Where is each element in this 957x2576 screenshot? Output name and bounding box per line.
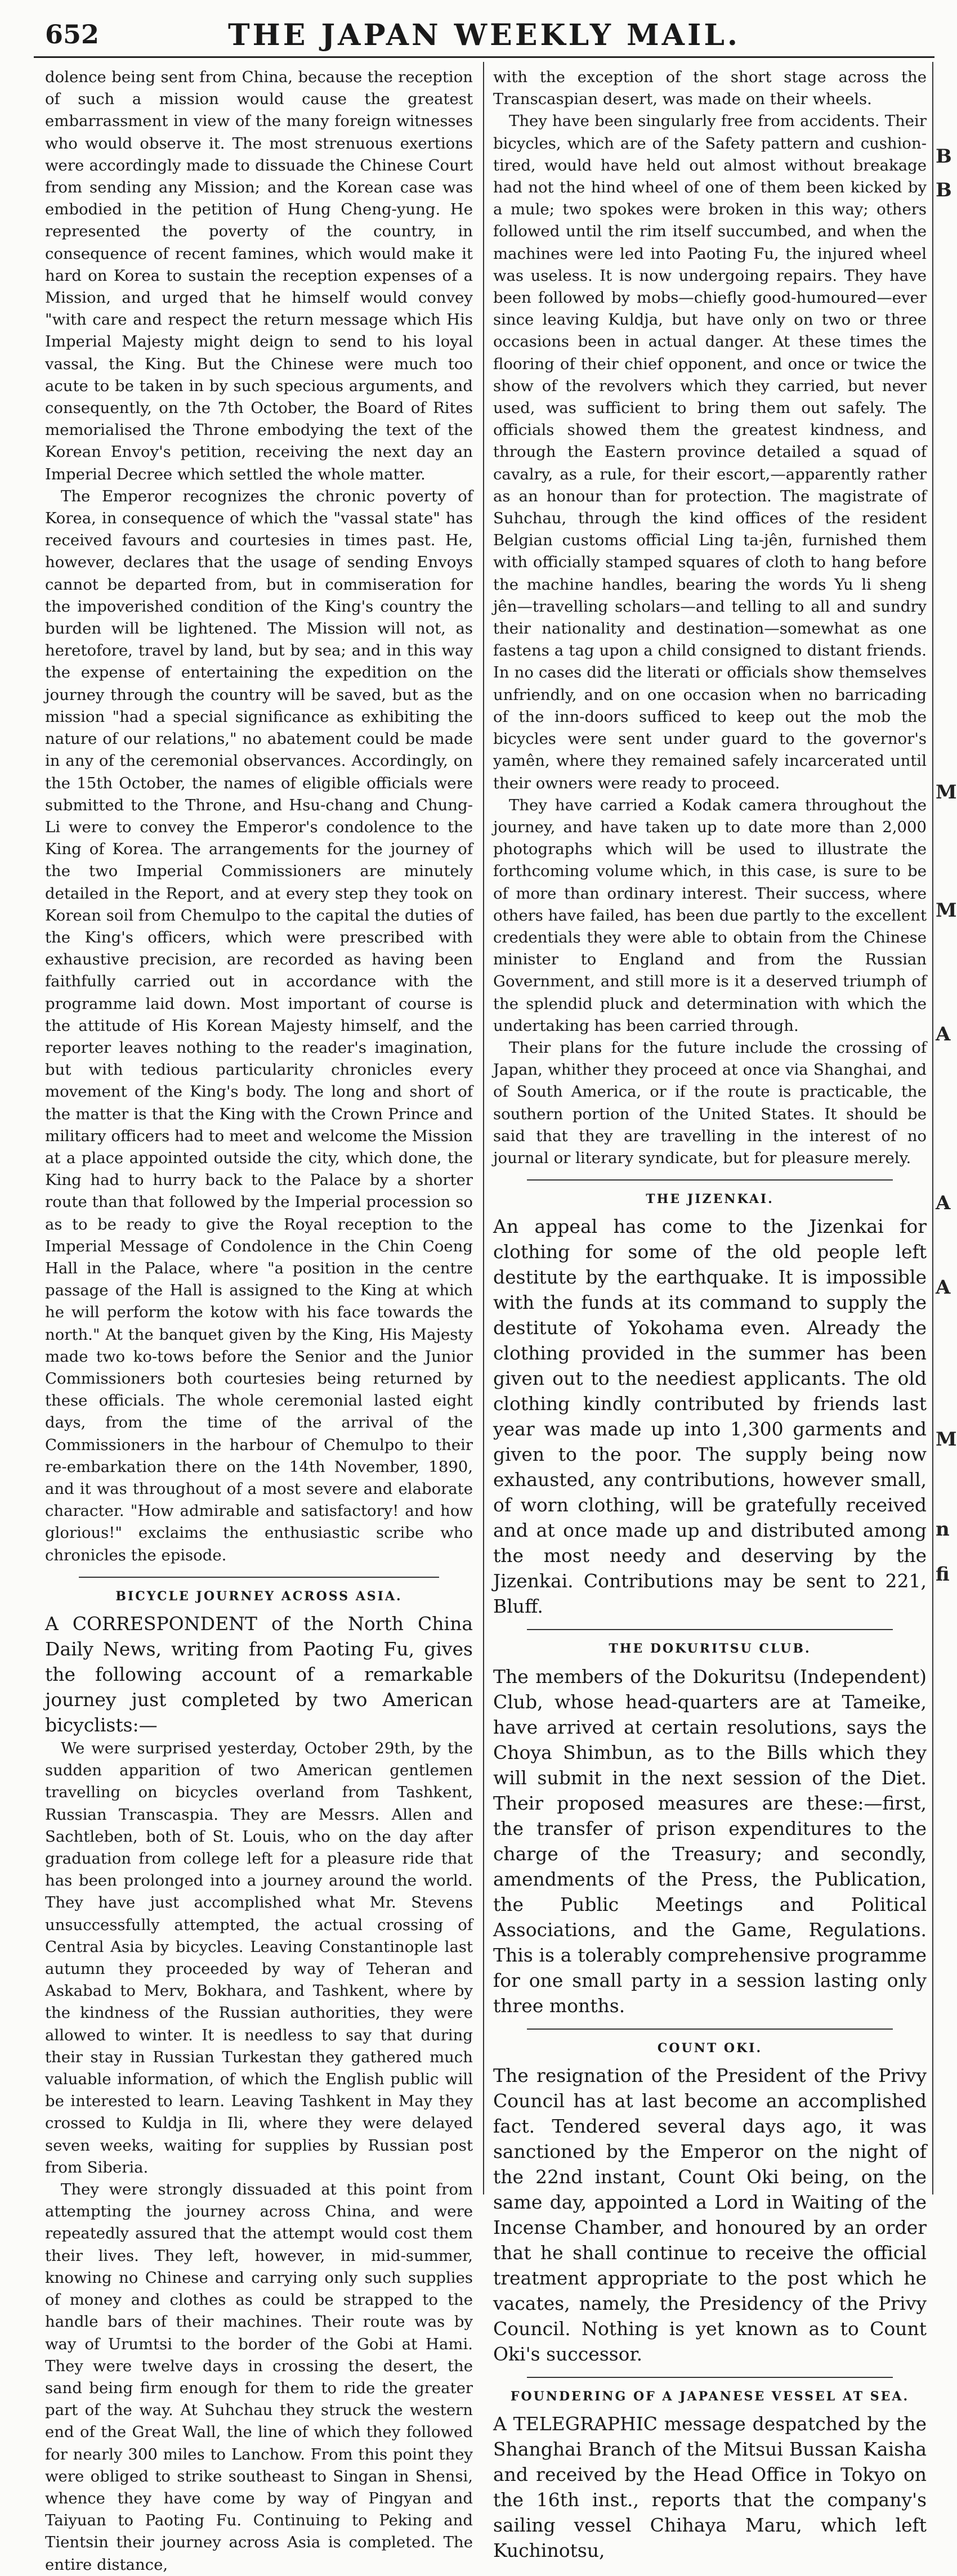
dokuritsu-heading: THE DOKURITSU CLUB. xyxy=(609,1641,811,1657)
bicycle-cont-paragraph-3: They have carried a Kodak camera throughout the journey, and have taken up to date more than 2,000 photographs which will be used to illustrate the forthcoming volume which, in this case, is sure to be of more than ordinary interest. Their success, where others have failed, has been due partly to the excellent credentials they were able to obtain from the Chinese minister to England and from the Russian Government, and still more is it a deserved triumph of the splendid pluck and determination with which the undertaking has been carried through. xyxy=(493,796,927,1035)
masthead-title: THE JAPAN WEEKLY MAIL. xyxy=(227,18,741,52)
jizenkai-text: An appeal has come to the Jizenkai for clothing for some of the old people left destitute by the earthquake. It is impossible with the funds at its command to supply the destitute of Yokohama even. Already the clothing provided in the summer has been given out to the neediest applicants. The old clothing kindly contributed by friends last year was made up into 1,300 garments and given to the poor. The supply being now exhausted, any contributions, however small, of worn clothing, will be gratefully received and at once made up and distributed among the most needy and deserving by the Jizenkai. Contributions may be sent to 221, Bluff. xyxy=(493,1215,927,1618)
oki-heading: COUNT OKI. xyxy=(657,2040,763,2056)
bicycle-paragraph-2: They were strongly dissuaded at this point from attempting the journey across China, and were repeatedly assured that the attempt would cost them their lives. They left, however, in mid-summer, knowing no Chinese and carrying only such supplies of money and clothes as could be strapped to the handle bars of their machines. Their route was by way of Urumtsi to the border of the Gobi at Hami. They were twelve days in crossing the desert, the sand being firm enough for them to ride the greater part of the way. At Suhchau they struck the western end of the Great Wall, the line of which they followed for nearly 300 miles to Lanchow. From this point they were obliged to strike southeast to Singan in Shensi, whence they have come by way of Pingyan and Taiyuan to Paoting Fu. Continuing to Peking and Tientsin their journey across Asia is completed. The entire distance, xyxy=(45,2180,473,2574)
edge-letter: B xyxy=(936,179,952,201)
bicycle-lead: A CORRESPONDENT of the North China Daily News, writing from Paoting Fu, gives the following account of a remarkable journey just completed by two American bicyclists:— xyxy=(45,1613,473,1736)
bicycle-paragraph-1: We were surprised yesterday, October 29th, by the sudden apparition of two American gentlemen travelling on bicycles overland from Tashkent, Russian Transcaspia. They are Messrs. Allen and Sachtleben, both of St. Louis, who on the day after graduation from college left for a pleasure ride that has been prolonged into a journey around the world. They have just accomplished what Mr. Stevens unsuccessfully attempted, the actual crossing of Central Asia by bicycles. Leaving Constantinople last autumn they proceeded by way of Teheran and Askabad to Merv, Bokhara, and Tashkent, where by the kindness of the Russian authorities, they were allowed to winter. It is needless to say that during their stay in Russian Turkestan they gathered much valuable information, of which the English public will be interested to learn. Leaving Tashkent in May they crossed to Kuldja in Ili, where they were delayed seven weeks, waiting for supplies by Russian post from Siberia. xyxy=(45,1739,473,2176)
section-divider xyxy=(527,2029,893,2030)
dokuritsu-text: The members of the Dokuritsu (Independent) Club, whose head-quarters are at Tameike, have arrived at certain resolutions, says the Choya Shimbun, as to the Bills which they will submit in the next session of the Diet. Their proposed measures are these:—first, the transfer of prison expenditures to the charge of the Treasury; and secondly, amendments of the Press, the Publication, the Public Meetings and Political Associations, and the Game, Regulations. This is a tolerably comprehensive programme for one small party in a session lasting only three months. xyxy=(493,1665,927,2017)
bicycle-heading: BICYCLE JOURNEY ACROSS ASIA. xyxy=(115,1588,403,1604)
edge-letter: fi xyxy=(936,1563,950,1586)
page-number: 652 xyxy=(45,19,100,50)
header-rule xyxy=(34,56,934,58)
korea-paragraph-2: The Emperor recognizes the chronic poverty of Korea, in consequence of which the "vassal state" has received favours and courtesies in times past. He, however, declares that the usage of sending Envoys cannot be departed from, but in commiseration for the impoverished condition of the King's country the burden will be lightened. The Mission will not, as heretofore, travel by land, but by sea; and in this way the expense of entertaining the expedition on the journey through the country will be saved, but as the mission "had a special significance as exhibiting the nature of our relations," no abatement could be made in any of the ceremonial observances. Accordingly, on the 15th October, the names of eligible officials were submitted to the Throne, and Hsu-chang and Chung-Li were to convey the Emperor's condolence to the King of Korea. The arrangements for the journey of the two Imperial Commissioners are minutely detailed in the Report, and at every step they took on Korean soil from Chemulpo to the capital the duties of the King's officers, which were prescribed with exhaustive precision, are recorded as having been faithfully carried out in accordance with the programme laid down. Most important of course is the attitude of His Korean Majesty himself, and the reporter leaves nothing to the reader's imagination, but with tedious particularity chronicles every movement of the King's body. The long and short of the matter is that the King with the Crown Prince and military officers had to meet and welcome the Mission at a place appointed outside the city, which done, the King had to hurry back to the Palace by a shorter route than that followed by the Imperial procession so as to be ready to give the Royal reception to the Imperial Message of Condolence in the Chin Coeng Hall in the Palace, where "a position in the centre passage of the Hall is assigned to the King at which he will perform the kotow with his face towards the north." At the banquet given by the King, His Majesty made two ko-tows before the Senior and the Junior Commissioners both courtesies being returned by these officials. The whole ceremonial lasted eight days, from the time of the arrival of the Commissioners in the harbour of Chemulpo to their re-embarkation there on the 14th November, 1890, and it was throughout of a most severe and elaborate character. "How admirable and satisfactory! and how glorious!" exclaims the enthusiastic scribe who chronicles the episode. xyxy=(45,487,473,1564)
edge-letter: A xyxy=(936,1192,951,1214)
right-edge-fragment xyxy=(936,66,957,2193)
edge-letter: M xyxy=(936,899,957,922)
vessel-text: A TELEGRAPHIC message despatched by the Shanghai Branch of the Mitsui Bussan Kaisha and received by the Head Office in Tokyo on the 16th inst., reports that the company's sailing vessel Chihaya Maru, which left Kuchinotsu, xyxy=(493,2412,927,2561)
edge-letter: M xyxy=(936,1428,957,1451)
edge-letter: A xyxy=(936,1023,951,1045)
section-divider xyxy=(527,1179,893,1181)
column-right xyxy=(493,66,927,2561)
section-divider xyxy=(527,2377,893,2378)
section-divider xyxy=(79,1577,439,1578)
bicycle-cont-paragraph-4: Their plans for the future include the crossing of Japan, whither they proceed at once via Shanghai, and of South America, or if the route is practicable, the southern portion of the United States. It should be said that they are travelling in the interest of no journal or literary syndicate, but for pleasure merely. xyxy=(493,1038,927,1167)
edge-letter: n xyxy=(936,1518,950,1541)
bicycle-cont-paragraph-1: with the exception of the short stage across the Transcaspian desert, was made on their wheels. xyxy=(493,68,927,109)
section-divider xyxy=(527,1629,893,1630)
column-left xyxy=(45,66,473,2574)
oki-text: The resignation of the President of the Privy Council has at last become an accomplished fact. Tendered several days ago, it was sanctioned by the Emperor on the night of the 22nd instant, Count Oki being, on the same day, appointed a Lord in Waiting of the Incense Chamber, and honoured by an order that he shall continue to receive the official treatment appropriate to the post which he vacates, namely, the Presidency of the Privy Council. Nothing is yet known as to Count Oki's successor. xyxy=(493,2064,927,2365)
korea-paragraph-1: dolence being sent from China, because the reception of such a mission would cause the greatest embarrassment in view of the many foreign witnesses who would observe it. The most strenuous exertions were accordingly made to dissuade the Chinese Court from sending any Mission; and the Korean case was embodied in the petition of Hung Cheng-yung. He represented the poverty of the country, in consequence of recent famines, which would make it hard on Korea to sustain the reception expenses of a Mission, and urged that he himself would convey "with care and respect the return message which His Imperial Majesty might deign to send to his loyal vassal, the King. But the Chinese were much too acute to be taken in by such specious arguments, and consequently, on the 7th October, the Board of Rites memorialised the Throne embodying the text of the Korean Envoy's petition, receiving the next day an Imperial Decree which settled the whole matter. xyxy=(45,68,473,483)
edge-letter: A xyxy=(936,1276,951,1299)
edge-letter: B xyxy=(936,145,952,168)
column-rule-right xyxy=(932,62,933,2194)
column-rule xyxy=(483,62,484,2194)
vessel-heading: FOUNDERING OF A JAPANESE VESSEL AT SEA. xyxy=(510,2389,910,2404)
jizenkai-heading: THE JIZENKAI. xyxy=(646,1192,774,1207)
bicycle-cont-paragraph-2: They have been singularly free from accidents. Their bicycles, which are of the Safety pattern and cushion-tired, would have held out almost without breakage had not the hind wheel of one of them been kicked by a mule; two spokes were broken in this way; others followed until the rim itself succumbed, and when the machines were led into Paoting Fu, the injured wheel was useless. It is now undergoing repairs. They have been followed by mobs—chiefly good-humoured—ever since leaving Kuldja, but have only on two or three occasions been in actual danger. At these times the flooring of their chief opponent, and once or twice the show of the revolvers which they carried, but never used, was sufficient to bring them out safely. The officials showed them the greatest kindness, and through the Eastern province detailed a squad of cavalry, as a rule, for their escort,—apparently rather as an honour than for protection. The magistrate of Suhchau, through the kind offices of the resident Belgian customs official Ling ta-jên, furnished them with officially stamped squares of cloth to hang before the machine handles, bearing the words Yu li sheng jên—travelling scholars—and telling to all and sundry their nationality and destination—somewhat as one fastens a tag upon a child consigned to distant friends. In no cases did the literati or officials show themselves unfriendly, and on one occasion when no barricading of the inn-doors sufficed to keep out the mob the bicycles were sent under guard to the governor's yamên, where they remained safely incarcerated until their owners were ready to proceed. xyxy=(493,112,927,792)
page-header xyxy=(34,16,934,61)
edge-letter: M xyxy=(936,781,957,804)
